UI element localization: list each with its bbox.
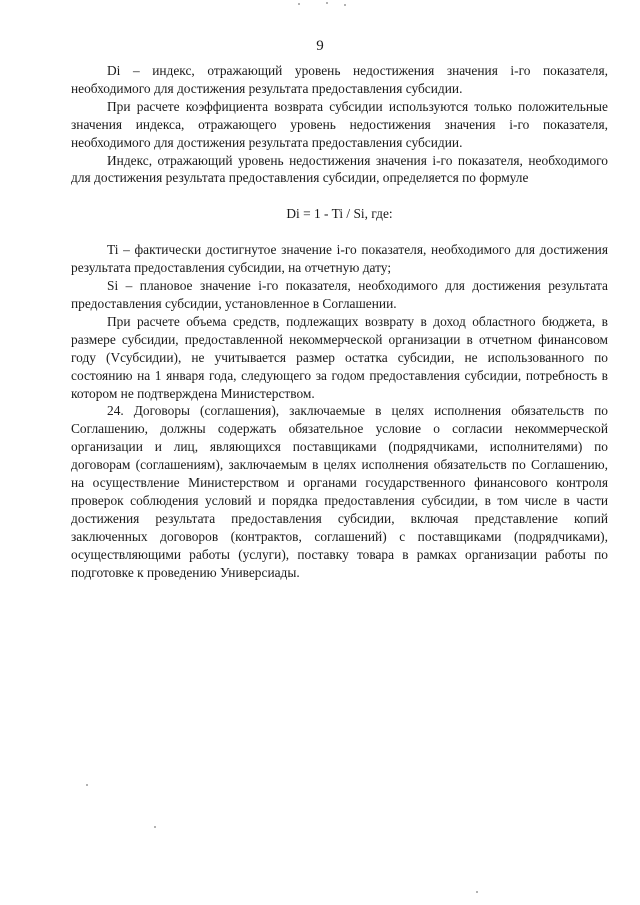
- scan-speck: [86, 784, 88, 786]
- scan-speck: [326, 2, 328, 4]
- scan-speck: [154, 826, 156, 828]
- scan-speck: [298, 3, 300, 5]
- paragraph-si-definition: Si – плановое значение i-го показателя, необходимого для достижения результата предоставления субсидии, установленное в Соглашении.: [71, 278, 608, 311]
- paragraph-di-definition: Di – индекс, отражающий уровень недостижения значения i-го показателя, необходимого для достижения результата предоставления субсидии.: [71, 63, 608, 96]
- page-number: 9: [316, 38, 324, 54]
- formula: Di = 1 - Ti / Si, где:: [286, 206, 393, 222]
- paragraph-refund-calculation: При расчете объема средств, подлежащих возврату в доход областного бюджета, в размере субсидии, предоставленной некоммерческой организации в отчетном финансовом году (Vсубсидии), не учитывается размер остатка субсидии, не использованного по состоянию на 1 января года, следующего за годом предоставления субсидии, потребность в котором не подтверждена Министерством.: [71, 313, 608, 401]
- scan-speck: [476, 891, 478, 893]
- document-body: [71, 62, 608, 581]
- scan-speck: [344, 4, 346, 6]
- paragraph-index-formula-intro: Индекс, отражающий уровень недостижения значения i-го показателя, необходимого для достижения результата предоставления субсидии, определяется по формуле: [71, 152, 608, 186]
- paragraph-24-contracts: 24. Договоры (соглашения), заключаемые в целях исполнения обязательств по Соглашению, должны содержать обязательное условие о согласии некоммерческой организации и лиц, являющихся поставщиками (подрядчиками, исполнителями) по договорам (соглашениям), заключаемым в целях исполнения обязательств по Соглашению, на осуществление Министерством и органами государственного финансового контроля проверок соблюдения условий и порядка предоставления субсидии, в том числе в части достижения результата предоставления субсидии, включая представление копий заключенных договоров (контрактов, соглашений) с поставщиками (подрядчиками), осуществляющими работы (услуги), поставку товара в рамках организации работы по подготовке к проведению Универсиады.: [71, 403, 608, 580]
- paragraph-positive-values: При расчете коэффициента возврата субсидии используются только положительные значения индекса, отражающего уровень недостижения значения i-го показателя, необходимого для достижения результата предоставления субсидии.: [71, 98, 608, 150]
- paragraph-ti-definition: Ti – фактически достигнутое значение i-го показателя, необходимого для достижения результата предоставления субсидии, на отчетную дату;: [71, 242, 608, 276]
